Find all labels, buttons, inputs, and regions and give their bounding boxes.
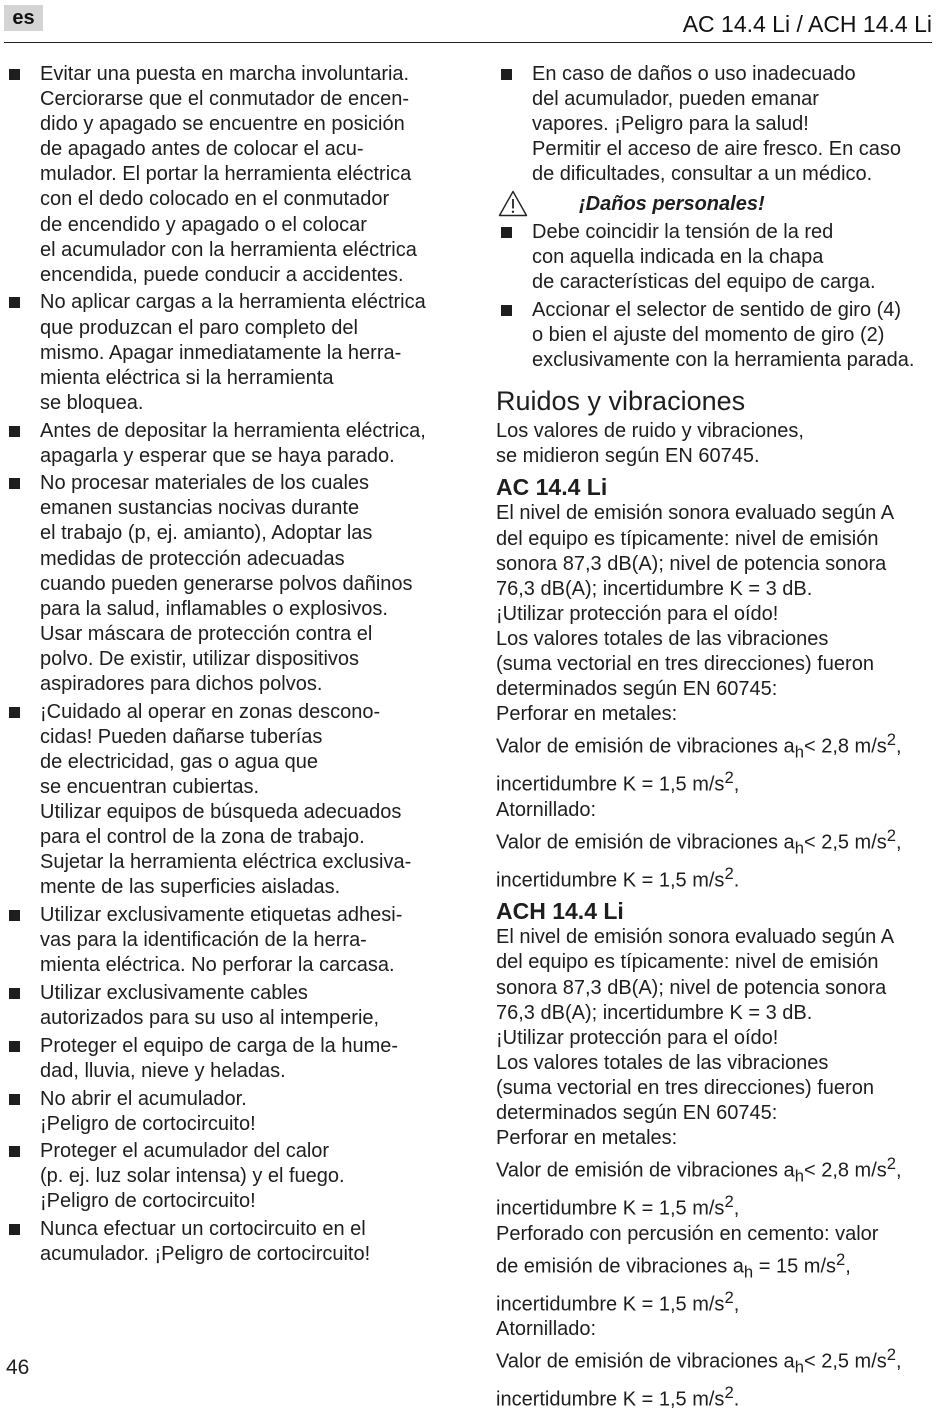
text-segment: incertidumbre K = 1,5 m/s [496,1388,725,1411]
spec-text-line [496,798,938,823]
bullet-square-icon [9,1146,20,1157]
bullet-text-line: En caso de daños o uso inadecuado [532,63,856,85]
spec-text-line [496,1380,938,1413]
bullet-square-icon [501,227,512,238]
spec-text-line [496,976,938,1001]
bullet-text-line: mente de las superficies aisladas. [40,876,341,899]
text-segment: < 2,8 m/s [803,735,887,758]
text-segment: incertidumbre K = 1,5 m/s [496,1197,725,1220]
bullet-text-line: polvo. De existir, utilizar dispositivos [40,647,360,670]
section-title: Ruidos y vibraciones [496,386,746,417]
superscript-text: 2 [886,730,897,750]
superscript-text: 2 [724,863,734,883]
spec-text-line [496,702,938,727]
spec-text-line [496,1076,938,1101]
bullet-text-line: ¡Peligro de cortocircuito! [40,1112,256,1135]
text-segment: Perforar en metales: [496,703,678,726]
bullet-square-icon [9,69,20,80]
subscript-text: h [794,838,804,858]
text-segment: sonora 87,3 dB(A); nivel de potencia sonora [496,976,887,999]
bullet-item [496,298,938,373]
text-segment: sonora 87,3 dB(A); nivel de potencia sonora [496,552,887,575]
bullet-square-icon [9,988,20,999]
bullet-text-line: mismo. Apagar inmediatamente la herra- [40,341,402,364]
spec-text-line [496,677,938,702]
bullet-text-line: aspiradores para dichos polvos. [40,673,323,696]
bullet-text-line: dad, lluvia, nieve y heladas. [40,1059,286,1082]
bullet-text-line: se bloquea. [40,391,144,414]
text-segment: < 2,8 m/s [803,1159,887,1182]
section-intro [496,419,938,469]
bullet-text-line: que produzcan el paro completo del [40,316,358,339]
superscript-text: 2 [724,1287,734,1307]
superscript-text: 2 [886,1154,897,1174]
page-header [0,0,950,44]
bullet-item [8,903,448,978]
bullet-text-line: vas para la identificación de la herra- [40,929,367,952]
text-segment: Los valores totales de las vibraciones [496,627,829,650]
text-segment: (suma vectorial en tres direcciones) fueron [496,652,874,675]
bullet-square-icon [9,910,20,921]
bullet-text-line: el acumulador con la herramienta eléctrica [40,238,417,261]
warning-triangle-icon [498,190,528,217]
bullet-item [496,62,938,187]
bullet-text-line: No aplicar cargas a la herramienta eléctrica [40,291,426,314]
spec-text-line [496,861,938,894]
text-segment: , [733,773,740,796]
bullet-square-icon [9,426,20,437]
superscript-text: 2 [886,825,897,845]
bullet-text-line: el trabajo (p, ej. amianto), Adoptar las [40,522,373,545]
text-segment: El nivel de emisión sonora evaluado según A [496,926,895,949]
subscript-text: h [743,1262,754,1282]
bullet-text-line: con aquella indicada en la chapa [532,246,824,269]
spec-text-line [496,1247,938,1285]
model-sections [496,473,938,1412]
bullet-text-line: para la salud, inflamables o explosivos. [40,597,388,620]
spec-text-line [496,727,938,765]
bullet-text-line: Utilizar exclusivamente cables [40,981,308,1004]
text-segment: Valor de emisión de vibraciones a [496,831,795,854]
bullet-text-line: Nunca efectuar un cortocircuito en el [40,1218,366,1241]
bullet-text-line: vapores. ¡Peligro para la salud! [532,113,809,136]
bullet-text-line: acumulador. ¡Peligro de cortocircuito! [40,1243,371,1266]
bullet-text-line: de encendido y apagado o el colocar [40,213,367,236]
bullet-text-line: cidas! Pueden dañarse tuberías [40,725,323,748]
bullet-square-icon [501,69,512,80]
spec-text-line [496,1051,938,1076]
spec-text-line [496,552,938,577]
spec-text-line [496,1151,938,1189]
text-segment: , [733,1293,740,1316]
text-segment: Valor de emisión de vibraciones a [496,735,795,758]
bullet-square-icon [9,297,20,308]
text-segment: , [896,735,902,758]
model-spec-paragraph [496,925,938,1413]
bullet-text-line: dido y apagado se encuentre en posición [40,113,405,136]
text-segment: (suma vectorial en tres direcciones) fueron [496,1076,874,1099]
bullet-square-icon [9,707,20,718]
spec-text-line [496,1342,938,1380]
bullet-text-line: encendida, puede conducir a accidentes. [40,263,404,286]
spec-text-line [496,925,938,950]
superscript-text: 2 [724,1191,734,1211]
bullet-text-line: Usar máscara de protección contra el [40,622,373,645]
text-segment: < 2,5 m/s [803,1351,887,1374]
bullet-text-line: mulador. El portar la herramienta eléctrica [40,163,412,186]
bullet-text-line: con el dedo colocado en el conmutador [40,188,390,211]
warning-bullet-list [496,220,938,373]
bullet-text-line: Accionar el selector de sentido de giro (4) [532,298,902,321]
warning-title: ¡Daños personales! [579,193,765,216]
spec-text-line [496,1317,938,1342]
text-segment: < 2,5 m/s [803,831,887,854]
text-segment: Perforar en metales: [496,1127,678,1150]
text-segment: Valor de emisión de vibraciones a [496,1159,795,1182]
left-column [8,62,448,1270]
bullet-text-line: de características del equipo de carga. [532,271,876,294]
text-segment: 76,3 dB(A); incertidumbre K = 3 dB. [496,577,813,600]
text-segment: , [896,1159,902,1182]
spec-text-line [496,1285,938,1318]
bullet-text-line: (p. ej. luz solar intensa) y el fuego. [40,1165,345,1188]
text-segment: Atornillado: [496,798,597,821]
model-spec-paragraph [496,501,938,893]
bullet-text-line: Evitar una puesta en marcha involuntaria. [40,63,410,85]
warning-heading [496,190,938,220]
spec-text-line [496,823,938,861]
bullet-text-line: Proteger el equipo de carga de la hume- [40,1034,399,1057]
text-segment: Los valores totales de las vibraciones [496,1051,829,1074]
superscript-text: 2 [724,1383,734,1403]
text-segment: El nivel de emisión sonora evaluado según A [496,502,895,525]
bullet-text-line: autorizados para su uso al intemperie, [40,1007,380,1030]
bullet-item [8,981,448,1031]
bullet-item [8,290,448,415]
bullet-item [8,419,448,469]
superscript-text: 2 [724,768,734,787]
spec-text-line [496,1222,938,1247]
bullet-square-icon [9,1041,20,1052]
text-segment: del equipo es típicamente: nivel de emisión [496,951,879,974]
bullet-text-line: se encuentran cubiertas. [40,776,260,798]
model-title: ACH 14.4 Li [496,898,624,925]
bullet-square-icon [9,1224,20,1235]
bullet-text-line: Cerciorarse que el conmutador de encen- [40,88,410,111]
bullet-text-line: No procesar materiales de los cuales [40,472,370,495]
spec-text-line [496,765,938,798]
spec-text-line [496,627,938,652]
bullet-item [8,471,448,697]
bullet-item [8,1034,448,1084]
text-segment: , [896,831,902,854]
bullet-text-line: apagarla y esperar que se haya parado. [40,444,395,467]
bullet-text-line: para el control de la zona de trabajo. [40,826,365,849]
spec-text-line [496,950,938,975]
bullet-item [8,1217,448,1267]
bullet-text-line: Debe coincidir la tensión de la red [532,221,834,244]
subscript-text: h [794,1358,804,1378]
bullet-text-line: Antes de depositar la herramienta eléctrica, [40,419,426,442]
superscript-text: 2 [886,1345,897,1365]
text-segment: 76,3 dB(A); incertidumbre K = 3 dB. [496,1001,813,1024]
text-segment: Perforado con percusión en cemento: valor [496,1222,879,1245]
bullet-text-line: emanen sustancias nocivas durante [40,497,360,520]
bullet-text-line: Permitir el acceso de aire fresco. En caso [532,138,902,161]
bullet-item [496,220,938,295]
header-divider [4,42,932,43]
document-title: AC 14.4 Li / ACH 14.4 Li [682,11,932,37]
bullet-text-line: mienta eléctrica. No perforar la carcasa. [40,954,395,977]
bullet-item [8,1139,448,1214]
bullet-text-line: medidas de protección adecuadas [40,547,345,570]
bullet-text-line: No abrir el acumulador. [40,1087,247,1110]
intro-text-line: se midieron según EN 60745. [496,445,760,468]
bullet-text-line: exclusivamente con la herramienta parada. [532,349,915,372]
text-segment: . [733,869,740,892]
spec-text-line [496,501,938,526]
bullet-text-line: de dificultades, consultar a un médico. [532,163,873,186]
bullet-text-line: o bien el ajuste del momento de giro (2) [532,324,885,347]
subscript-text: h [794,1166,804,1186]
text-segment: determinados según EN 60745: [496,678,778,701]
spec-text-line [496,1026,938,1051]
right-bullet-list [496,62,938,187]
text-segment: . [733,1388,740,1411]
bullet-text-line: ¡Peligro de cortocircuito! [40,1190,256,1213]
text-segment: incertidumbre K = 1,5 m/s [496,1293,725,1316]
intro-text-line: Los valores de ruido y vibraciones, [496,420,804,443]
bullet-text-line: cuando pueden generarse polvos dañinos [40,572,413,595]
spec-text-line [496,1101,938,1126]
bullet-text-line: mienta eléctrica si la herramienta [40,366,334,389]
text-segment: , [733,1197,740,1220]
spec-text-line [496,1126,938,1151]
bullet-text-line: Sujetar la herramienta eléctrica exclusiva- [40,851,412,874]
text-segment: del equipo es típicamente: nivel de emisión [496,527,879,550]
spec-text-line [496,527,938,552]
bullet-text-line: Proteger el acumulador del calor [40,1140,330,1163]
bullet-item [8,700,448,901]
bullet-text-line: Utilizar equipos de búsqueda adecuados [40,801,402,824]
text-segment: incertidumbre K = 1,5 m/s [496,869,725,892]
bullet-square-icon [9,1094,20,1105]
text-segment: Atornillado: [496,1318,597,1341]
text-segment: Valor de emisión de vibraciones a [496,1351,795,1374]
right-column [496,62,938,1413]
text-segment: de emisión de vibraciones a [496,1255,744,1278]
bullet-text-line: Utilizar exclusivamente etiquetas adhesi- [40,904,403,927]
page-number: 46 [6,1356,30,1379]
spec-text-line [496,652,938,677]
left-bullet-list [8,62,448,1267]
bullet-square-icon [9,478,20,489]
bullet-item [8,62,448,288]
text-segment: , [896,1351,902,1374]
bullet-text-line: del acumulador, pueden emanar [532,88,819,111]
model-title: AC 14.4 Li [496,474,608,501]
text-segment: , [845,1255,851,1278]
text-segment: ¡Utilizar protección para el oído! [496,1026,779,1049]
bullet-item [8,1087,448,1137]
text-segment: incertidumbre K = 1,5 m/s [496,773,725,796]
bullet-square-icon [501,305,512,316]
text-segment: ¡Utilizar protección para el oído! [496,602,779,625]
spec-text-line [496,1001,938,1026]
superscript-text: 2 [836,1249,846,1269]
subscript-text: h [794,742,804,762]
bullet-text-line: de apagado antes de colocar el acu- [40,138,364,161]
bullet-text-line: de electricidad, gas o agua que [40,750,318,773]
bullet-text-line: ¡Cuidado al operar en zonas descono- [40,700,381,723]
spec-text-line [496,577,938,602]
spec-text-line [496,602,938,627]
text-segment: determinados según EN 60745: [496,1102,778,1124]
language-tab: es [4,5,43,31]
spec-text-line [496,1189,938,1222]
text-segment: = 15 m/s [753,1255,836,1278]
